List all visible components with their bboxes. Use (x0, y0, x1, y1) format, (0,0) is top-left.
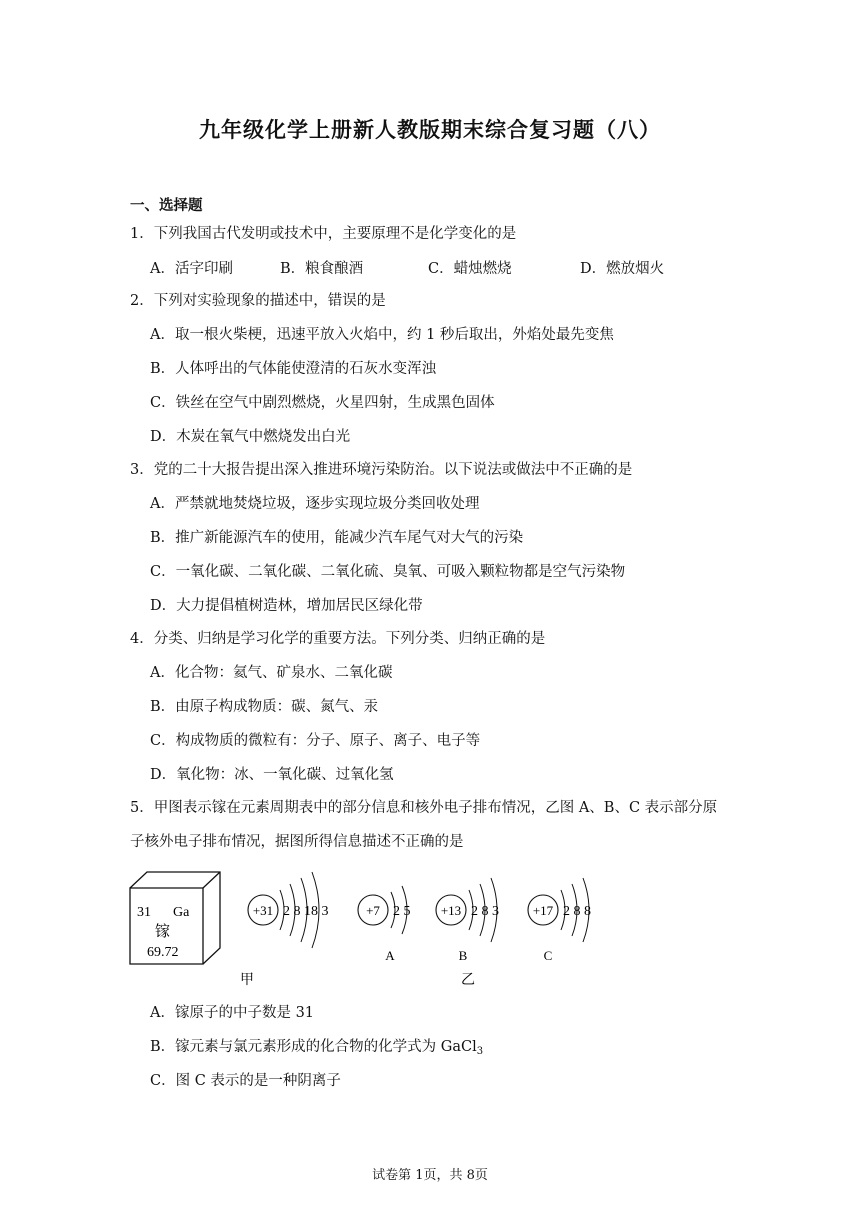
question-4-option-a: A．化合物：氦气、矿泉水、二氧化碳 (150, 665, 393, 681)
question-3-option-b: B．推广新能源汽车的使用，能减少汽车尾气对大气的污染 (150, 530, 524, 546)
question-2-stem: 2．下列对实验现象的描述中，错误的是 (130, 293, 386, 309)
question-4-option-d: D．氧化物：冰、一氧化碳、过氧化氢 (150, 767, 394, 783)
ion-c-nucleus-charge: +17 (532, 903, 554, 918)
question-1-stem: 1．下列我国古代发明或技术中，主要原理不是化学变化的是 (130, 226, 517, 242)
atom-a-nucleus-charge: +7 (366, 903, 380, 918)
atomic-mass: 69.72 (147, 945, 179, 960)
question-2-option-b: B．人体呼出的气体能使澄清的石灰水变浑浊 (150, 361, 437, 377)
atomic-number: 31 (137, 905, 151, 920)
question-3-option-d: D．大力提倡植树造林，增加居民区绿化带 (150, 598, 423, 614)
figure-label-yi: 乙 (461, 973, 475, 988)
atom-b-label: B (458, 948, 468, 963)
question-1-options (150, 257, 710, 277)
question-2-option-d: D．木炭在氧气中燃烧发出白光 (150, 429, 351, 445)
atom-a-diagram (358, 886, 411, 963)
question-3-stem: 3．党的二十大报告提出深入推进环境污染防治。以下说法或做法中不正确的是 (130, 462, 633, 478)
atomic-structure-figure (125, 860, 625, 990)
element-symbol: Ga (173, 905, 190, 920)
question-1-option-b: B．粮食酿酒 (280, 261, 364, 277)
ion-c-electron-shells: 2 8 8 (563, 904, 591, 919)
question-5-option-b-text: B．镓元素与氯元素形成的化合物的化学式为 GaCl (150, 1039, 477, 1055)
page-footer: 试卷第 1页，共 8页 (372, 1168, 488, 1183)
question-1-option-d: D．燃放烟火 (580, 261, 665, 277)
question-1-option-a: A．活字印刷 (150, 261, 233, 277)
question-5-option-b (150, 1037, 483, 1062)
question-5-option-a: A．镓原子的中子数是 31 (150, 1005, 315, 1021)
ion-c-label: C (543, 948, 553, 963)
question-4-stem: 4．分类、归纳是学习化学的重要方法。下列分类、归纳正确的是 (130, 631, 546, 647)
question-3-option-a: A．严禁就地焚烧垃圾，逐步实现垃圾分类回收处理 (150, 496, 480, 512)
atom-b-diagram (436, 878, 499, 963)
element-name: 镓 (155, 924, 171, 940)
section-heading: 一、选择题 (130, 197, 203, 214)
question-4-option-c: C．构成物质的微粒有：分子、原子、离子、电子等 (150, 733, 481, 749)
atom-a-label: A (385, 948, 395, 963)
question-3-option-c: C．一氧化碳、二氧化碳、二氧化硫、臭氧、可吸入颗粒物都是空气污染物 (150, 564, 626, 580)
page-title: 九年级化学上册新人教版期末综合复习题（八） (199, 117, 661, 142)
ion-c-diagram (528, 878, 591, 963)
question-2-option-c: C．铁丝在空气中剧烈燃烧，火星四射，生成黑色固体 (150, 395, 495, 411)
atom-b-electron-shells: 2 8 3 (471, 904, 499, 919)
question-5-option-b-subscript: 3 (476, 1046, 484, 1057)
question-5-stem-line-1: 5．甲图表示镓在元素周期表中的部分信息和核外电子排布情况，乙图 A、B、C 表示部分原 (130, 800, 718, 816)
atom-b-nucleus-charge: +13 (440, 903, 462, 918)
figure-label-jia: 甲 (240, 973, 254, 988)
gallium-atom-diagram (248, 872, 329, 948)
question-5-option-c: C．图 C 表示的是一种阴离子 (150, 1073, 341, 1089)
gallium-electron-shells: 2 8 18 3 (283, 904, 329, 919)
gallium-nucleus-charge: +31 (252, 903, 274, 918)
question-4-option-b: B．由原子构成物质：碳、氮气、汞 (150, 699, 379, 715)
question-2-option-a: A．取一根火柴梗，迅速平放入火焰中，约 1 秒后取出，外焰处最先变焦 (150, 327, 614, 343)
question-1-option-c: C．蜡烛燃烧 (428, 261, 512, 277)
atom-a-electron-shells: 2 5 (393, 904, 411, 919)
question-5-stem-line-2: 子核外电子排布情况，据图所得信息描述不正确的是 (130, 834, 464, 850)
